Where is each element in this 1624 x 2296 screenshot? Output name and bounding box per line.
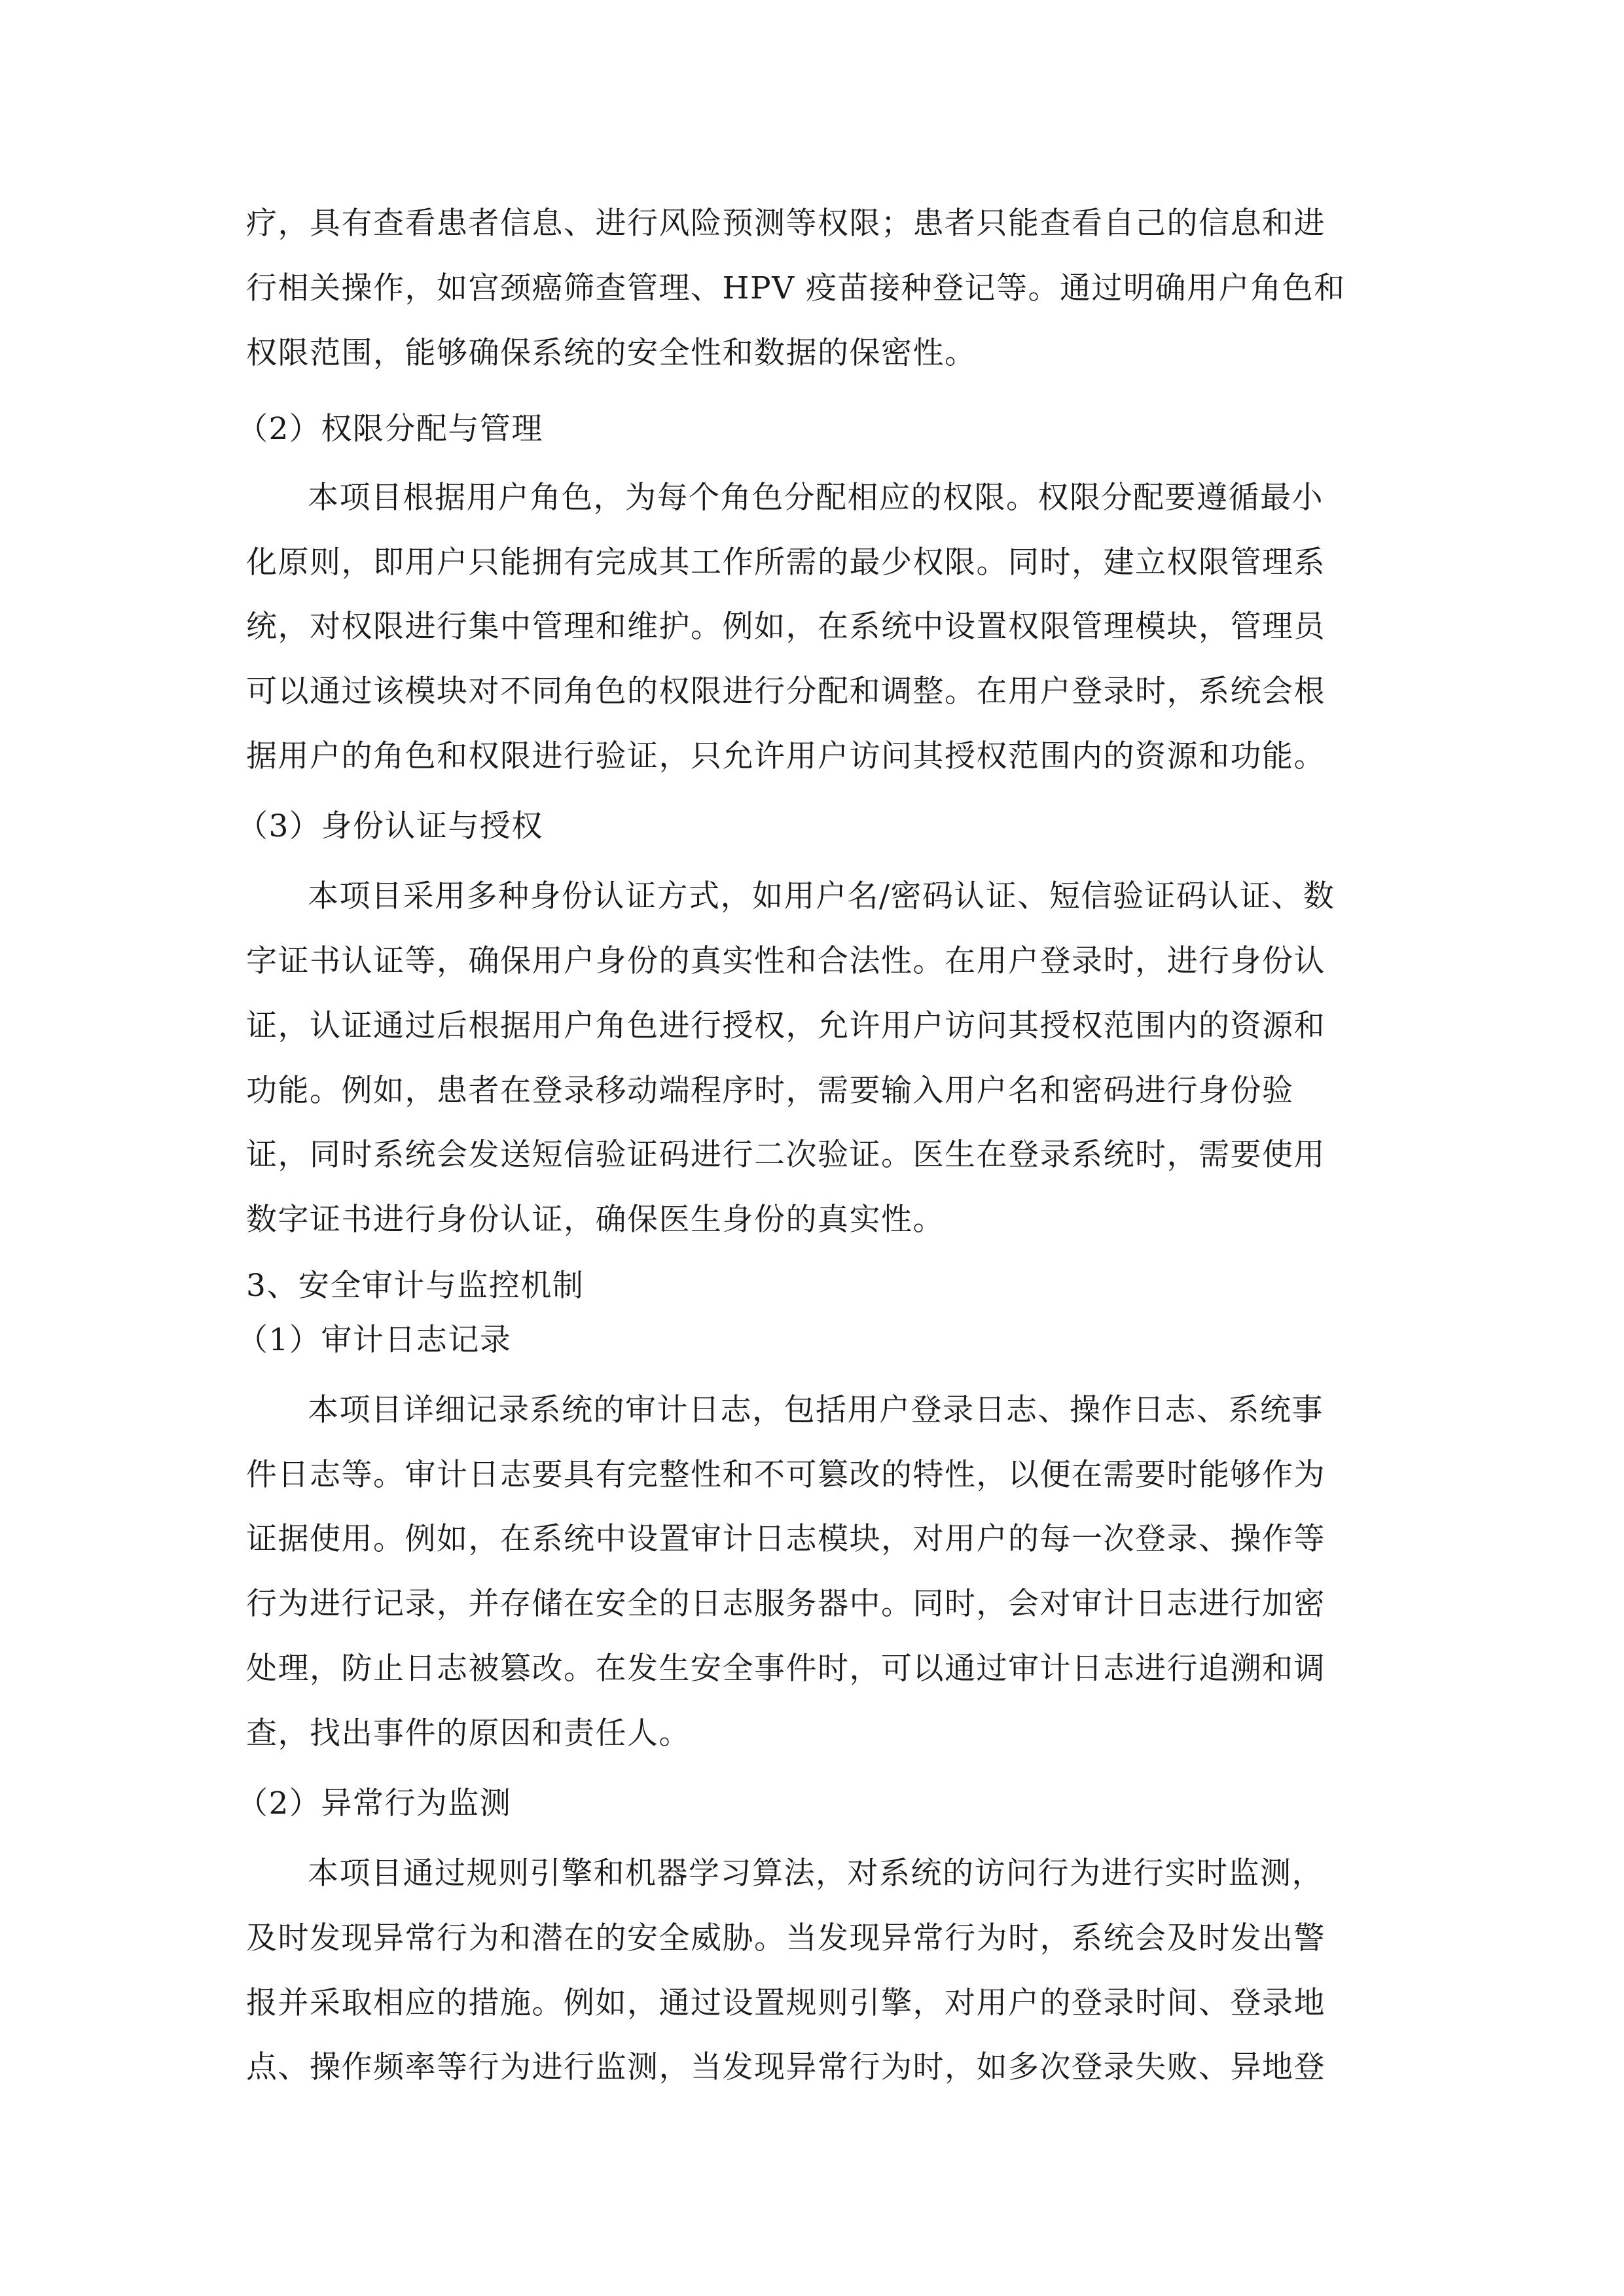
body-text-line: 可以通过该模块对不同角色的权限进行分配和调整。在用户登录时，系统会根 — [246, 673, 1326, 709]
body-text-line: 字证书认证等，确保用户身份的真实性和合法性。在用户登录时，进行身份认 — [246, 943, 1326, 979]
body-text-line: 行相关操作，如宫颈癌筛查管理、HPV 疫苗接种登记等。通过明确用户角色和 — [246, 270, 1346, 306]
body-text-line: 统，对权限进行集中管理和维护。例如，在系统中设置权限管理模块，管理员 — [246, 609, 1326, 645]
body-text-line: 据用户的角色和权限进行验证，只允许用户访问其授权范围内的资源和功能。 — [246, 738, 1326, 774]
section-heading: （2）权限分配与管理 — [237, 411, 543, 447]
body-text-line: 证，同时系统会发送短信验证码进行二次验证。医生在登录系统时，需要使用 — [246, 1137, 1326, 1173]
body-text-line: 数字证书进行身份认证，确保医生身份的真实性。 — [246, 1202, 945, 1238]
body-text-line: 本项目根据用户角色，为每个角色分配相应的权限。权限分配要遵循最小 — [308, 480, 1324, 516]
body-text-line: 查，找出事件的原因和责任人。 — [246, 1715, 691, 1751]
section-heading: （3）身份认证与授权 — [237, 808, 543, 844]
body-text-line: 功能。例如，患者在登录移动端程序时，需要输入用户名和密码进行身份验 — [246, 1073, 1294, 1109]
body-text-line: 证，认证通过后根据用户角色进行授权，允许用户访问其授权范围内的资源和 — [246, 1008, 1326, 1044]
body-text-line: 本项目详细记录系统的审计日志，包括用户登录日志、操作日志、系统事 — [308, 1392, 1324, 1428]
section-heading: （1）审计日志记录 — [237, 1322, 512, 1358]
body-text-line: 证据使用。例如，在系统中设置审计日志模块，对用户的每一次登录、操作等 — [246, 1521, 1326, 1557]
section-heading: （2）异常行为监测 — [237, 1785, 512, 1821]
body-text-line: 本项目通过规则引擎和机器学习算法，对系统的访问行为进行实时监测， — [308, 1856, 1324, 1892]
body-text-line: 及时发现异常行为和潜在的安全威胁。当发现异常行为时，系统会及时发出警 — [246, 1920, 1326, 1956]
body-text-line: 报并采取相应的措施。例如，通过设置规则引擎，对用户的登录时间、登录地 — [246, 1985, 1326, 2021]
body-text-line: 点、操作频率等行为进行监测，当发现异常行为时，如多次登录失败、异地登 — [246, 2049, 1326, 2085]
body-text-line: 权限范围，能够确保系统的安全性和数据的保密性。 — [246, 335, 977, 371]
section-heading: 3、安全审计与监控机制 — [246, 1268, 585, 1304]
body-text-line: 化原则，即用户只能拥有完成其工作所需的最少权限。同时，建立权限管理系 — [246, 545, 1326, 581]
body-text-line: 疗，具有查看患者信息、进行风险预测等权限；患者只能查看自己的信息和进 — [246, 206, 1326, 242]
body-text-line: 处理，防止日志被篡改。在发生安全事件时，可以通过审计日志进行追溯和调 — [246, 1651, 1326, 1687]
body-text-line: 件日志等。审计日志要具有完整性和不可篡改的特性，以便在需要时能够作为 — [246, 1457, 1326, 1493]
body-text-line: 行为进行记录，并存储在安全的日志服务器中。同时，会对审计日志进行加密 — [246, 1586, 1326, 1622]
body-text-line: 本项目采用多种身份认证方式，如用户名/密码认证、短信验证码认证、数 — [308, 878, 1335, 914]
